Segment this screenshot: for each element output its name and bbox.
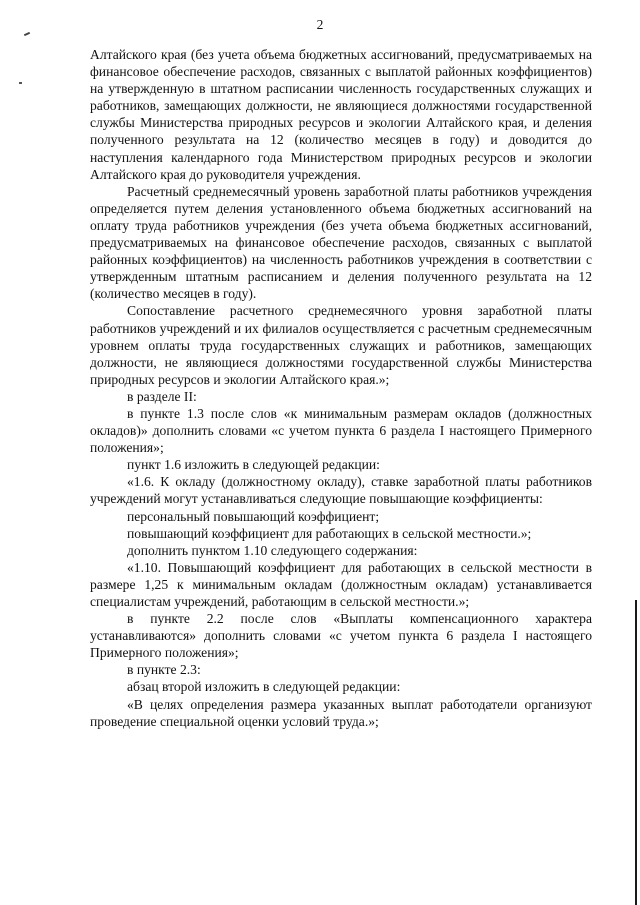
- paragraph: персональный повышающий коэффициент;: [127, 508, 380, 524]
- paragraph: дополнить пунктом 1.10 следующего содержания:: [127, 542, 418, 558]
- paragraph: «В целях определения размера указанных выплат работодатели организуют проведение специальной оценки условий труда.»;: [90, 696, 592, 729]
- paragraph: Алтайского края (без учета объема бюджетных ассигнований, предусматриваемых на финансовое обеспечение расходов, связанных с выплатой районных коэффициентов) на утвержденную в штатном расписании численность государственных служащих и работников, замещающих должности, не являющиеся должностями государственной службы Министерства природных ресурсов и экологии Алтайского края, и деления полученного результата на 12 (количество месяцев в году) и доводится до наступления календарного года Министерством природных ресурсов и экологии Алтайского края до руководителя учреждения.: [90, 47, 592, 182]
- paragraph: Расчетный среднемесячный уровень заработной платы работников учреждения определяется путем деления установленного объема бюджетных ассигнований на оплату труда работников учреждения (без учета объема бюджетных ассигнований, предусматриваемых на финансовое обеспечение расходов, связанных с выплатой районных коэффициентов) на численность работников учреждения в соответствии с утвержденным штатным расписанием и деления полученного результата на 12 (количество месяцев в году).: [90, 183, 592, 302]
- scan-speck: [19, 82, 22, 84]
- paragraph: повышающий коэффициент для работающих в сельской местности.»;: [127, 525, 532, 541]
- scan-speck: [24, 32, 30, 36]
- document-body: [90, 46, 592, 730]
- paragraph: «1.6. К окладу (должностному окладу), ставке заработной платы работников учреждений могут устанавливаться следующие повышающие коэффициенты:: [90, 474, 592, 507]
- paragraph: абзац второй изложить в следующей редакции:: [127, 679, 401, 695]
- paragraph: пункт 1.6 изложить в следующей редакции:: [127, 457, 380, 473]
- paragraph: в пункте 2.2 после слов «Выплаты компенсационного характера устанавливаются» дополнить словами «с учетом пункта 6 раздела I настоящего Примерного положения»;: [90, 611, 592, 661]
- scan-edge-line: [635, 600, 637, 905]
- page-number: 2: [316, 17, 324, 32]
- paragraph: в пункте 1.3 после слов «к минимальным размерам окладов (должностных окладов)» дополнить словами «с учетом пункта 6 раздела I настоящего Примерного положения»;: [90, 405, 592, 456]
- paragraph: в разделе II:: [127, 388, 197, 404]
- paragraph: Сопоставление расчетного среднемесячного уровня заработной платы работников учреждений и их филиалов осуществляется с расчетным среднемесячным уровнем оплаты труда государственных служащих и работников, замещающих должности, не являющиеся должностями государственной службы Министерства природных ресурсов и экологии Алтайского края.»;: [90, 303, 592, 387]
- paragraph: в пункте 2.3:: [127, 662, 201, 678]
- paragraph: «1.10. Повышающий коэффициент для работающих в сельской местности в размере 1,25 к минимальным окладам (должностным окладам) устанавливается специалистам учреждений, работающим в сельской местности.»;: [90, 559, 592, 609]
